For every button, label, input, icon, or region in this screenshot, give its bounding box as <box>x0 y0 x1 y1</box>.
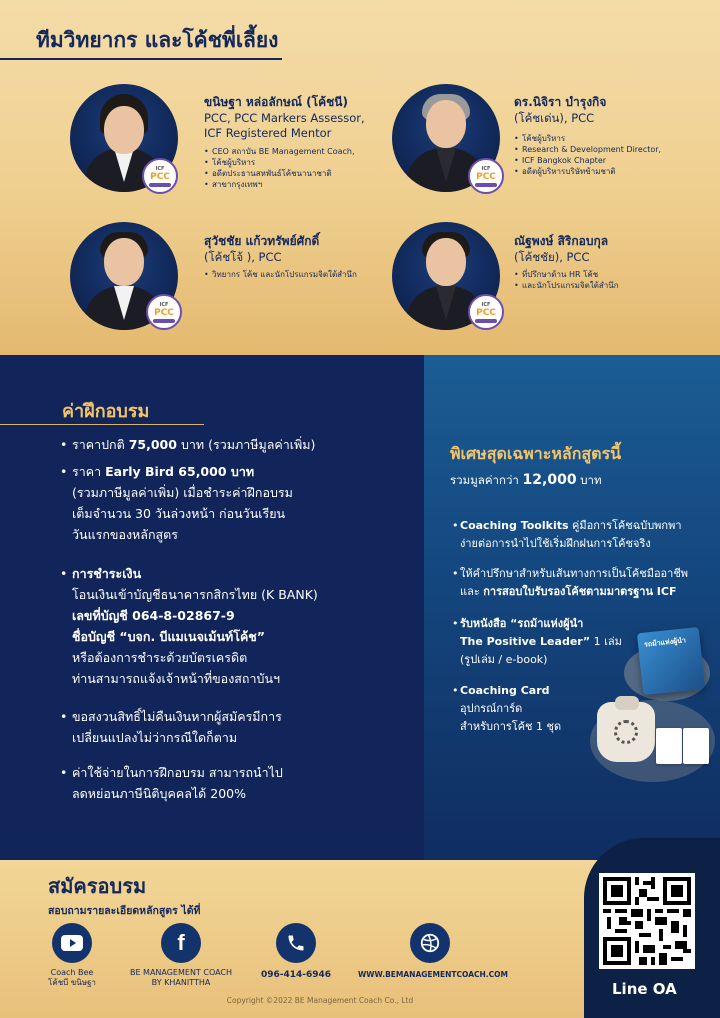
list-item: • โค้ชผู้บริหาร <box>514 133 661 144</box>
coach-credential: PCC, PCC Markers Assessor, <box>204 111 365 125</box>
fee-item-tax: • ค่าใช้จ่ายในการฝึกอบรม สามารถนำไป ลดหย่อนภาษีนิติบุคคลได้ 200% <box>60 765 283 801</box>
list-item: • โค้ชผู้บริหาร <box>204 157 355 168</box>
list-item: • อดีตประธานสหพันธ์โค้ชนานาชาติ <box>204 168 355 179</box>
website-url[interactable]: WWW.BEMANAGEMENTCOACH.COM <box>358 970 508 979</box>
list-item: • และนักโปรแกรมจิตใต้สำนึก <box>514 280 619 291</box>
list-item: • วิทยากร โค้ช และนักโปรแกรมจิตใต้สำนึก <box>204 269 357 280</box>
fee-underline <box>0 424 8 425</box>
pcc-badge-icon: ICF PCC <box>468 294 504 330</box>
line-qr-code[interactable] <box>599 873 695 969</box>
phone-number[interactable]: 096-414-6946 <box>260 970 332 980</box>
list-item: • ที่ปรึกษาด้าน HR โค้ช <box>514 269 619 280</box>
coach-credential: (โค้ชชัย), PCC <box>514 250 590 264</box>
coaching-card-image <box>656 728 682 764</box>
special-section <box>424 355 720 860</box>
fee-title: ค่าฝึกอบรม <box>62 401 150 422</box>
coach-credential: (โค้ชโจ้ ), PCC <box>204 250 282 264</box>
coach-credential: ICF Registered Mentor <box>204 126 332 140</box>
register-title: สมัครอบรม <box>48 874 147 898</box>
trainers-title: ทีมวิทยากร และโค้ชพี่เลี้ยง <box>36 28 279 52</box>
special-item-consult: • ให้คำปรึกษาสำหรับเส้นทางการเป็นโค้ชมืออาชีพ และ การสอบใบรับรองโค้ชตามมาตรฐาน ICF <box>452 567 689 598</box>
coach-name: ณัฐพงษ์ สิริกอบกุล <box>514 234 609 248</box>
coach-name: ดร.นิจิรา บำรุงกิจ <box>514 95 607 109</box>
pcc-badge-icon: ICF PCC <box>142 158 178 194</box>
register-subtitle: สอบถามรายละเอียดหลักสูตร ได้ที่ <box>48 905 201 917</box>
coach-credential: (โค้ชเด่น), PCC <box>514 111 595 125</box>
coach-name: สุวัชชัย แก้วทรัพย์ศักดิ์ <box>204 234 320 248</box>
fee-item-early-bird: • ราคา Early Bird 65,000 บาท (รวมภาษีมูลค่าเพิ่ม) เมื่อชำระค่าฝึกอบรม เต็มจำนวน 30 วันล่วงหน้า ก่อนวันเรียน วันแรกของหลักสูตร <box>60 464 293 542</box>
coach-bullets <box>204 269 357 280</box>
special-item-toolkits: • Coaching Toolkits คู่มือการโค้ชฉบับพกพา ง่ายต่อการนำไปใช้เริ่มฝึกฝนการโค้ชจริง <box>452 519 682 550</box>
youtube-label[interactable]: Coach Bee โค้ชบี ขนิษฐา <box>48 968 96 987</box>
fee-item-payment: • การชำระเงิน โอนเงินเข้าบัญชีธนาคารกสิกรไทย (K BANK) เลขที่บัญชี 064-8-02867-9 ชื่อบัญชี “บจก. บีแมเนจเม้นท์โค้ช” หรือต้องการชำระด้วยบัตรเครดิต ท่านสามารถแจ้งเจ้าหน้าที่ของสถาบันฯ <box>60 566 318 686</box>
coach-bullets <box>514 269 619 291</box>
coach-bullets <box>204 146 355 190</box>
fee-item-refund: • ขอสงวนสิทธิ์ไม่คืนเงินหากผู้สมัครมีการ เปลี่ยนแปลงไม่ว่ากรณีใดก็ตาม <box>60 709 282 745</box>
phone-icon[interactable] <box>276 923 316 963</box>
coach-bullets <box>514 133 661 177</box>
list-item: • Research & Development Director, <box>514 144 661 155</box>
list-item: • ICF Bangkok Chapter <box>514 155 661 166</box>
fee-underline <box>8 424 204 425</box>
list-item: • CEO สถาบัน BE Management Coach, <box>204 146 355 157</box>
fee-item-regular: • ราคาปกติ 75,000 บาท (รวมภาษีมูลค่าเพิ่ม) <box>60 437 316 452</box>
facebook-label[interactable]: BE MANAGEMENT COACH BY KHANITTHA <box>129 968 233 987</box>
copyright: Copyright ©2022 BE Management Coach Co., Ltd <box>226 996 414 1005</box>
coaching-card-bag-image <box>597 702 655 762</box>
list-item: • สาขากรุงเทพฯ <box>204 179 355 190</box>
list-item: • อดีตผู้บริหารบริษัทข้ามชาติ <box>514 166 661 177</box>
web-icon[interactable] <box>410 923 450 963</box>
facebook-icon[interactable]: f <box>161 923 201 963</box>
special-item-card: • Coaching Card อุปกรณ์การ์ด สำหรับการโค้ช 1 ชุด <box>452 684 562 733</box>
youtube-icon[interactable] <box>52 923 92 963</box>
line-oa-label: Line OA <box>612 980 677 998</box>
coach-name: ขนิษฐา หล่อลักษณ์ (โค้ชนี) <box>204 95 348 109</box>
book-image: รถม้าแห่งผู้นำ <box>637 627 705 695</box>
pcc-badge-icon: ICF PCC <box>468 158 504 194</box>
coaching-card-image <box>683 728 709 764</box>
pcc-badge-icon: ICF PCC <box>146 294 182 330</box>
special-title: พิเศษสุดเฉพาะหลักสูตรนี้ <box>450 444 622 463</box>
special-value: รวมมูลค่ากว่า 12,000 บาท <box>450 472 602 488</box>
special-item-book: • รับหนังสือ “รถม้าแห่งผู้นำ The Positive Leader” 1 เล่ม (รูปเล่ม / e-book) <box>452 617 622 666</box>
title-underline <box>0 58 282 60</box>
